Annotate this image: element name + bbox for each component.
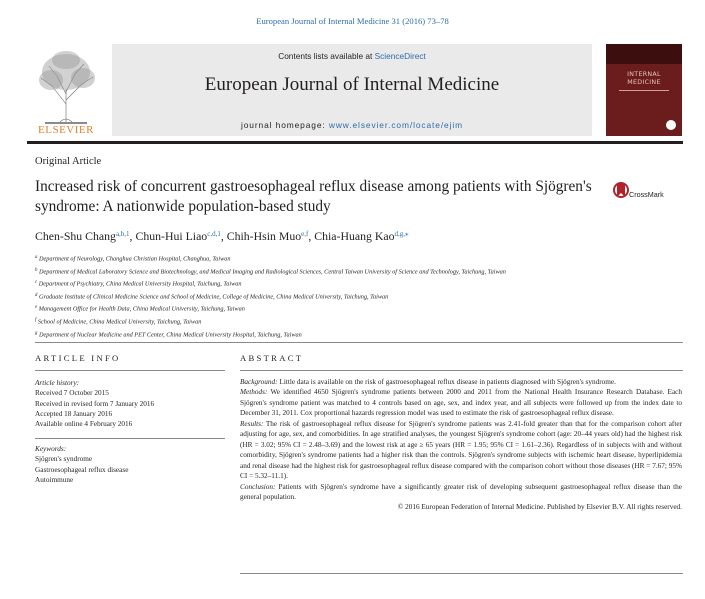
article-title: Increased risk of concurrent gastroesophageal reflux disease among patients with Sjögren's syndrome: A nationwide population-based study [35,178,592,215]
sciencedirect-link[interactable]: ScienceDirect [374,51,426,61]
keywords-block [35,444,225,485]
abstract-methods [240,387,682,418]
author-separator: , [308,229,315,243]
abstract-heading: ABSTRACT [240,353,304,363]
affiliation-item [35,328,695,341]
keywords-rule [35,438,225,439]
results-label: Results: [240,419,264,428]
author-list [35,229,409,244]
section-divider [35,342,683,343]
affiliation-item [35,277,695,290]
methods-text: We identified 4650 Sjögren's syndrome patients between 2000 and 2011 from the National Health Insurance Research Database. Each Sjögren's syndrome patient was matched to 4 controls based on age, sex, and index year, and all subjects were followed up from the index date to December 31, 2011. Cox proportional hazards regression model was used to estimate the risk of gastroesophageal reflux disease. [240,388,683,418]
author-name[interactable]: Chih-Hsin Muo [226,229,302,243]
elsevier-logo [27,44,105,136]
cover-line2: MEDICINE [627,79,661,86]
affiliation-text: Graduate Institute of Clinical Medicine Science and School of Medicine, College of Medicine, China Medical University, Taichung, Taiwan [38,293,389,301]
keyword-item: Sjögren's syndrome [35,455,93,464]
cover-rule [619,90,669,91]
crossmark-badge[interactable] [613,180,693,208]
background-text: Little data is available on the risk of gastroesophageal reflux disease in patients diagnosed with Sjögren's syndrome. [279,378,616,386]
cover-title [619,71,669,87]
contents-prefix: Contents lists available at [278,51,373,61]
history-item: Available online 4 February 2016 [35,420,133,429]
crossmark-icon [613,180,629,204]
cover-line1: INTERNAL [627,71,661,78]
affiliation-key: a [35,255,38,260]
affiliation-key: d [35,292,38,298]
article-history [35,378,225,429]
affiliation-key: c [35,280,38,286]
abstract-bottom-rule [240,573,683,574]
results-text: The risk of gastroesophageal reflux disease for Sjögren's syndrome patients was 2.41-fold greater than that for the comparison cohort after adjusting for age, sex, and comorbidities. In age stratified analyses, the youngest Sjögren's syndrome cohort (age: 20–44 years old) had the highest risk (HR = 3.02; 95% CI = 2.48–3.69) and the lowest risk at age ≥ 65 years (HR = 1.95; 95% CI = 1.61–2.36). Regardless of in subjects with and without comorbidity, Sjögren's syndrome patients had a higher risk than the controls. Sjögren's syndrome subjects with ischemic heart disease, hyperlipidemia and renal disease had the highest risk for gastroesophageal reflux disease compared with the comparison cohort without those diseases (HR = 7.67; 95% CI = 5.32–11.1). [240,419,682,481]
cover-emblem [666,120,676,130]
author-name[interactable]: Chia-Huang Kao [314,229,395,243]
author-affil-marks[interactable]: e,f [301,230,309,238]
author-separator: , [129,229,136,243]
journal-cover [606,44,682,136]
crossmark-label: CrossMark [629,190,664,199]
contents-line [112,51,592,61]
header-rule [27,141,683,144]
keyword-item: Gastroesophageal reflux disease [35,465,129,474]
journal-title: European Journal of Internal Medicine [204,74,500,95]
affiliation-item [35,252,695,265]
affiliation-list [35,252,695,340]
affiliation-key: f [35,317,37,323]
affiliation-text: Department of Psychiatry, China Medical University Hospital, Taichung, Taiwan [38,280,242,288]
abstract-background [240,377,682,387]
journal-homepage [112,120,592,130]
abstract-body [240,377,682,513]
keyword-item: Autoimmune [35,475,74,484]
homepage-link[interactable]: www.elsevier.com/locate/ejim [328,120,464,130]
background-label: Background: [240,378,278,386]
abstract-rule [240,370,683,371]
history-item: Received in revised form 7 January 2016 [35,399,155,408]
article-info-heading: ARTICLE INFO [35,353,121,363]
author-affil-marks[interactable]: c,d,1 [207,230,221,238]
affiliation-text: Department of Nuclear Medicine and PET Center, China Medical University Hospital, Taichung, Taiwan [38,331,302,339]
elsevier-wordmark: ELSEVIER [38,124,94,136]
article-type: Original Article [35,156,102,167]
abstract-results [240,419,682,482]
copyright-line: © 2016 European Federation of Internal Medicine. Published by Elsevier B.V. All rights reserved. [397,503,682,512]
affiliation-item [35,265,695,278]
keywords-label: Keywords: [35,445,67,453]
affiliation-text: Management Office for Health Data, China Medical University, Taichung, Taiwan [38,305,245,313]
history-item: Accepted 18 January 2016 [35,409,113,418]
author-separator: , [220,229,227,243]
article-info-rule [35,370,225,371]
methods-label: Methods: [240,388,268,397]
affiliation-key: e [35,305,38,311]
author-name[interactable]: Chun-Hui Liao [135,229,208,243]
affiliation-text: Department of Medical Laboratory Science and Biotechnology, and Medical Imaging and Radiological Sciences, Central Taiwan University of Science and Technology, Taichung, Taiwan [38,268,506,276]
affiliation-key: g [35,330,38,336]
conclusion-text: Patients with Sjögren's syndrome have a significantly greater risk of developing subsequent gastroesophageal reflux disease than the general population. [240,482,683,501]
abstract-conclusion [240,482,682,503]
author-affil-marks[interactable]: a,b,1 [115,230,130,238]
cover-top-strip [606,44,682,64]
affiliation-key: b [35,267,38,273]
history-label: Article history: [35,379,80,387]
affiliation-item [35,315,695,328]
author-affil-marks[interactable]: d,g,⁎ [394,230,409,238]
affiliation-text: Department of Neurology, Changhua Christian Hospital, Changhua, Taiwan [38,255,231,263]
affiliation-item [35,302,695,315]
conclusion-label: Conclusion: [240,482,276,491]
author-name[interactable]: Chen-Shu Chang [35,229,116,243]
running-head[interactable]: European Journal of Internal Medicine 31 (2016) 73–78 [256,16,449,26]
history-item: Received 7 October 2015 [35,389,109,398]
affiliation-item [35,290,695,303]
affiliation-text: School of Medicine, China Medical University, Taichung, Taiwan [37,318,202,326]
homepage-prefix: journal homepage: [240,120,326,130]
